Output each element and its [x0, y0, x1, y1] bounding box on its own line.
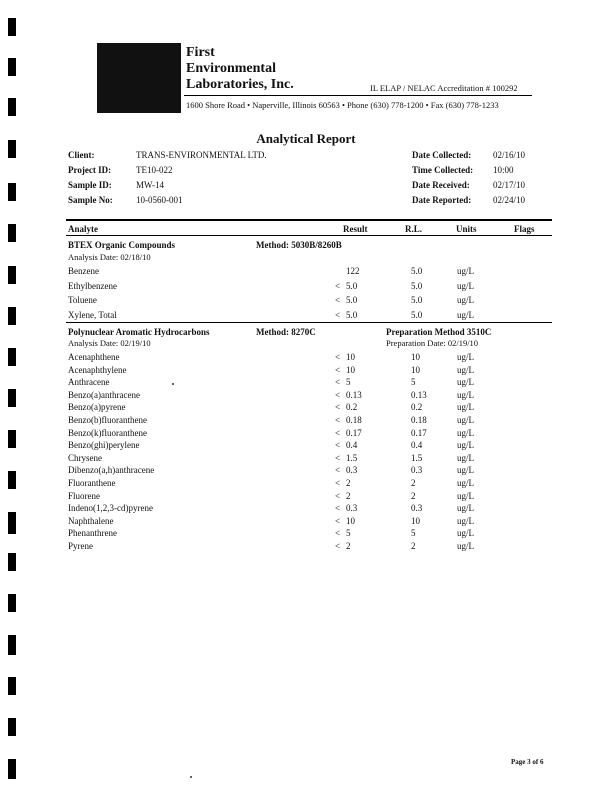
less-than-sign: < [335, 490, 341, 501]
sample-id-value: MW-14 [136, 180, 164, 190]
result-value: 5.0 [346, 309, 358, 320]
units-value: ug/L [457, 389, 474, 400]
pah-prep-date: Preparation Date: 02/19/10 [386, 338, 479, 348]
result-value: 122 [346, 266, 360, 276]
result-value: 5.0 [346, 280, 358, 291]
less-than-sign: < [335, 440, 341, 451]
project-id-label: Project ID: [68, 165, 112, 175]
reporting-limit: 0.3 [411, 503, 423, 514]
units-value: ug/L [457, 465, 474, 476]
analyte-name: Chrysene [68, 452, 102, 463]
less-than-sign: < [335, 295, 341, 306]
analyte-name: Xylene, Total [68, 309, 117, 320]
units-value: ug/L [457, 528, 474, 539]
scan-speck [190, 776, 192, 778]
result-value: 0.13 [346, 389, 362, 400]
analyte-name: Fluoranthene [68, 478, 116, 488]
column-header-analyte: Analyte [68, 224, 98, 234]
units-value: ug/L [457, 478, 474, 488]
company-name-line1: First [186, 45, 215, 60]
reporting-limit: 5 [411, 528, 416, 539]
time-collected-label: Time Collected: [412, 165, 474, 175]
date-reported-label: Date Reported: [412, 195, 472, 205]
units-value: ug/L [457, 415, 474, 425]
scan-mark [8, 553, 16, 571]
less-than-sign: < [335, 377, 341, 388]
less-than-sign: < [335, 280, 341, 291]
scan-mark [8, 635, 16, 655]
pah-method: Method: 8270C [256, 327, 316, 337]
scan-mark [8, 677, 16, 695]
column-header-rl: R.L. [405, 224, 423, 234]
analyte-name: Benzo(ghi)perylene [68, 440, 140, 451]
table-top-rule [66, 219, 552, 221]
result-value: 5 [346, 377, 351, 388]
analyte-name: Dibenzo(a,h)anthracene [68, 465, 155, 476]
less-than-sign: < [335, 465, 341, 476]
units-value: ug/L [457, 309, 474, 320]
result-value: 2 [346, 541, 351, 551]
reporting-limit: 10 [411, 364, 420, 375]
result-value: 10 [346, 515, 355, 526]
btex-analysis-date: Analysis Date: 02/18/10 [68, 252, 151, 262]
result-value: 0.17 [346, 427, 362, 438]
less-than-sign: < [335, 541, 341, 551]
less-than-sign: < [335, 402, 341, 413]
units-value: ug/L [457, 452, 474, 463]
result-value: 0.3 [346, 503, 358, 514]
company-name-line3: Laboratories, Inc. [186, 77, 294, 92]
date-received-value: 02/17/10 [493, 180, 526, 190]
analyte-name: Benzo(b)fluoranthene [68, 415, 147, 425]
date-collected-label: Date Collected: [412, 150, 472, 160]
reporting-limit: 0.18 [411, 415, 427, 425]
result-value: 0.4 [346, 440, 358, 451]
reporting-limit: 0.2 [411, 402, 423, 413]
reporting-limit: 0.3 [411, 465, 423, 476]
analyte-name: Anthracene [68, 377, 110, 388]
reporting-limit: 5.0 [411, 295, 423, 306]
reporting-limit: 2 [411, 541, 416, 551]
units-value: ug/L [457, 364, 474, 375]
pah-section-title: Polynuclear Aromatic Hydrocarbons [68, 327, 210, 337]
units-value: ug/L [457, 280, 474, 291]
company-name-line2: Environmental [186, 61, 276, 76]
time-collected-value: 10:00 [493, 165, 514, 175]
scan-mark [8, 183, 16, 201]
result-value: 2 [346, 478, 351, 488]
date-reported-value: 02/24/10 [493, 195, 526, 205]
scan-mark [8, 759, 16, 779]
table-row [0, 281, 612, 295]
result-value: 10 [346, 352, 355, 362]
column-header-result: Result [343, 224, 368, 234]
scan-mark [8, 224, 16, 242]
report-title: Analytical Report [256, 131, 356, 146]
scan-mark [8, 58, 16, 76]
column-header-units: Units [456, 224, 477, 234]
scan-mark [8, 718, 16, 736]
btex-section-title: BTEX Organic Compounds [68, 240, 176, 250]
units-value: ug/L [457, 402, 474, 413]
result-value: 5 [346, 528, 351, 539]
date-collected-value: 02/16/10 [493, 150, 526, 160]
units-value: ug/L [457, 266, 474, 276]
analyte-name: Benzo(a)pyrene [68, 402, 126, 413]
units-value: ug/L [457, 352, 474, 362]
result-value: 2 [346, 490, 351, 501]
reporting-limit: 2 [411, 478, 416, 488]
less-than-sign: < [335, 427, 341, 438]
pah-analysis-date: Analysis Date: 02/19/10 [68, 338, 151, 348]
section-divider [66, 322, 552, 323]
sample-id-label: Sample ID: [68, 180, 112, 190]
company-name [186, 45, 294, 93]
table-row [0, 295, 612, 309]
result-value: 0.2 [346, 402, 358, 413]
reporting-limit: 5 [411, 377, 416, 388]
reporting-limit: 5.0 [411, 266, 423, 276]
units-value: ug/L [457, 440, 474, 451]
analyte-name: Benzo(a)anthracene [68, 389, 140, 400]
project-id-value: TE10-022 [136, 165, 173, 175]
pah-prep-method: Preparation Method 3510C [386, 327, 492, 337]
table-header-rule [66, 235, 552, 236]
table-row [0, 541, 612, 555]
reporting-limit: 10 [411, 352, 420, 362]
less-than-sign: < [335, 352, 341, 362]
less-than-sign: < [335, 478, 341, 488]
units-value: ug/L [457, 541, 474, 551]
less-than-sign: < [335, 389, 341, 400]
analyte-name: Ethylbenzene [68, 280, 117, 291]
analyte-name: Indeno(1,2,3-cd)pyrene [68, 503, 153, 514]
less-than-sign: < [335, 503, 341, 514]
units-value: ug/L [457, 427, 474, 438]
reporting-limit: 0.4 [411, 440, 423, 451]
less-than-sign: < [335, 415, 341, 425]
reporting-limit: 0.13 [411, 389, 427, 400]
analyte-name: Benzene [68, 266, 99, 276]
result-value: 10 [346, 364, 355, 375]
less-than-sign: < [335, 364, 341, 375]
result-value: 1.5 [346, 452, 358, 463]
less-than-sign: < [335, 309, 341, 320]
header-divider [184, 95, 532, 96]
sample-no-value: 10-0560-001 [136, 195, 183, 205]
result-value: 0.3 [346, 465, 358, 476]
analyte-name: Naphthalene [68, 515, 114, 526]
result-value: 0.18 [346, 415, 362, 425]
reporting-limit: 0.17 [411, 427, 427, 438]
analyte-name: Toluene [68, 295, 97, 306]
btex-method: Method: 5030B/8260B [256, 240, 342, 250]
scan-speck [172, 383, 174, 385]
page-number: Page 3 of 6 [511, 758, 544, 766]
scan-mark [8, 98, 16, 116]
analyte-name: Pyrene [68, 541, 93, 551]
units-value: ug/L [457, 490, 474, 501]
scan-mark [8, 594, 16, 612]
units-value: ug/L [457, 503, 474, 514]
analyte-name: Phenanthrene [68, 528, 117, 539]
company-logo [97, 43, 181, 113]
units-value: ug/L [457, 377, 474, 388]
less-than-sign: < [335, 452, 341, 463]
reporting-limit: 10 [411, 515, 420, 526]
column-header-flags: Flags [514, 224, 535, 234]
client-value: TRANS-ENVIRONMENTAL LTD. [136, 150, 267, 160]
analyte-name: Acenaphthene [68, 352, 120, 362]
units-value: ug/L [457, 515, 474, 526]
client-label: Client: [68, 150, 95, 160]
less-than-sign: < [335, 528, 341, 539]
table-row [0, 266, 612, 280]
sample-no-label: Sample No: [68, 195, 113, 205]
analyte-name: Fluorene [68, 490, 100, 501]
date-received-label: Date Received: [412, 180, 470, 190]
reporting-limit: 1.5 [411, 452, 423, 463]
reporting-limit: 5.0 [411, 309, 423, 320]
analyte-name: Benzo(k)fluoranthene [68, 427, 147, 438]
less-than-sign: < [335, 515, 341, 526]
analyte-name: Acenaphthylene [68, 364, 127, 375]
accreditation: IL ELAP / NELAC Accreditation # 100292 [370, 83, 518, 93]
result-value: 5.0 [346, 295, 358, 306]
units-value: ug/L [457, 295, 474, 306]
scan-mark [8, 18, 16, 36]
reporting-limit: 5.0 [411, 280, 423, 291]
company-address: 1600 Shore Road • Naperville, Illinois 60563 • Phone (630) 778-1200 • Fax (630) 778-1233 [186, 100, 499, 110]
reporting-limit: 2 [411, 490, 416, 501]
